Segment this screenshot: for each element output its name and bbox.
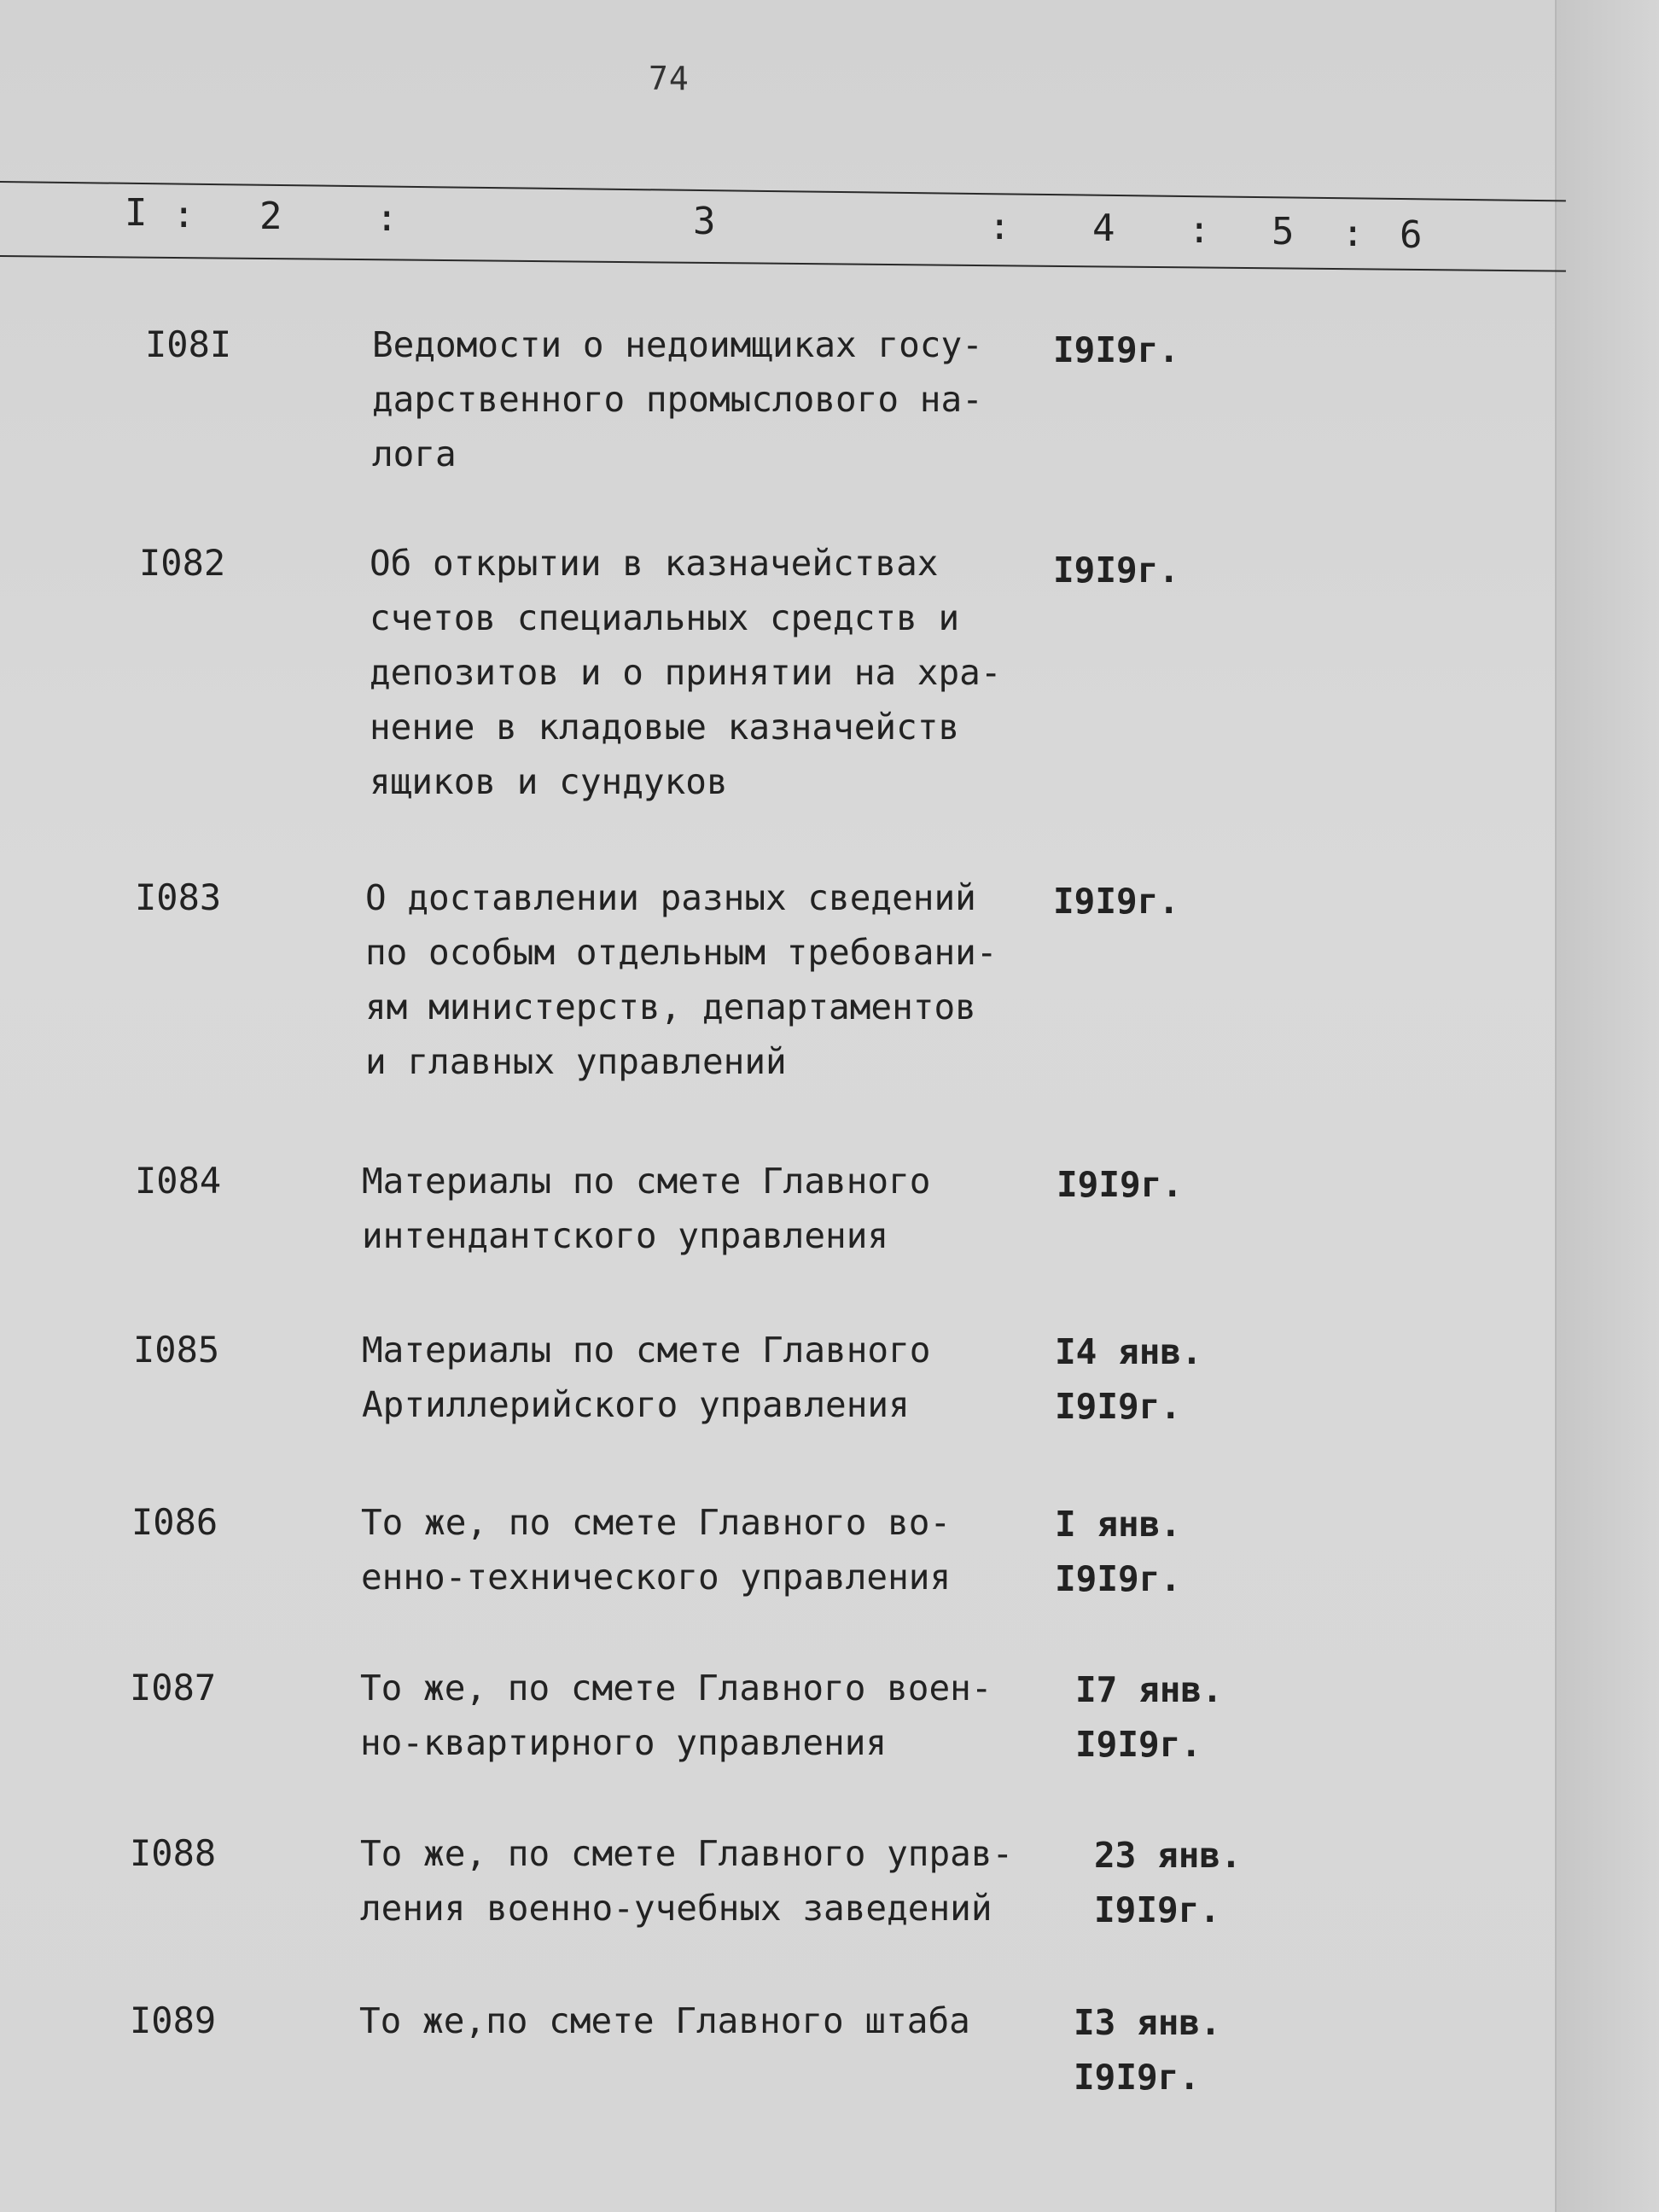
entry-date: I9I9г. [1053, 329, 1180, 370]
entry-title: Об открытии в казначействах счетов специальных средств и депозитов и о принятии на хра- нение в кладовые казначейств ящиков и сундуков [370, 543, 1002, 802]
entry-number: I086 [131, 1501, 218, 1543]
entry-number: I087 [130, 1667, 217, 1708]
column-header-4: 4 [1092, 207, 1115, 250]
entry-title: Материалы по смете Главного интендантского управления [362, 1161, 931, 1256]
entry-number: I088 [130, 1832, 217, 1874]
entry-number: I085 [133, 1329, 220, 1371]
list-item [0, 1994, 1562, 2122]
column-separator: : [1342, 212, 1365, 255]
entry-title: То же, по смете Главного воен- но-квартирного управления [360, 1668, 992, 1763]
list-item [0, 870, 1562, 1101]
entry-title: То же,по смете Главного штаба [359, 2000, 970, 2041]
column-separator: : [1188, 208, 1211, 252]
entry-date: I9I9г. [1057, 1164, 1184, 1205]
column-header-2: 2 [259, 195, 282, 238]
list-item [0, 1661, 1562, 1780]
column-header-6: 6 [1400, 213, 1423, 257]
entry-date: 23 янв. I9I9г. [1094, 1835, 1242, 1930]
entry-date: I7 янв. I9I9г. [1075, 1669, 1223, 1765]
entry-date: I янв. I9I9г. [1055, 1504, 1182, 1599]
list-item [0, 1495, 1562, 1615]
entry-date: I3 янв. I9I9г. [1074, 2002, 1221, 2098]
entry-title: Материалы по смете Главного Артиллерийского управления [362, 1330, 931, 1425]
list-item [0, 317, 1562, 488]
column-separator: : [988, 205, 1011, 248]
column-separator: : [375, 196, 399, 240]
entry-date: I9I9г. [1053, 881, 1180, 922]
entry-date: I9I9г. [1053, 550, 1180, 591]
page-edge-strip [1555, 0, 1659, 2212]
entry-number: I084 [135, 1160, 222, 1202]
entry-title: О доставлении разных сведений по особым отдельным требовани- ям министерств, департаментов и главных управлений [365, 877, 998, 1082]
list-item [0, 536, 1562, 818]
list-item [0, 1154, 1562, 1273]
column-header-3: 3 [693, 200, 716, 243]
column-header-1: I [125, 191, 148, 235]
column-separator: : [172, 193, 195, 236]
entry-number: I089 [130, 2000, 217, 2041]
entry-title: Ведомости о недоимщиках госу- дарственного промыслового на- лога [372, 324, 983, 474]
entry-title: То же, по смете Главного во- енно-технического управления [361, 1502, 952, 1598]
page-number: 74 [649, 60, 690, 97]
column-header-row [0, 188, 1570, 256]
column-header-5: 5 [1272, 210, 1295, 253]
entry-number: I083 [135, 876, 222, 918]
header-bottom-rule [0, 255, 1566, 272]
entry-date: I4 янв. I9I9г. [1055, 1331, 1202, 1427]
list-item [0, 1826, 1562, 1946]
list-item [0, 1323, 1562, 1442]
entry-number: I08I [145, 323, 232, 365]
entry-title: То же, по смете Главного управ- ления военно-учебных заведений [360, 1833, 1014, 1929]
entry-number: I082 [139, 542, 226, 584]
